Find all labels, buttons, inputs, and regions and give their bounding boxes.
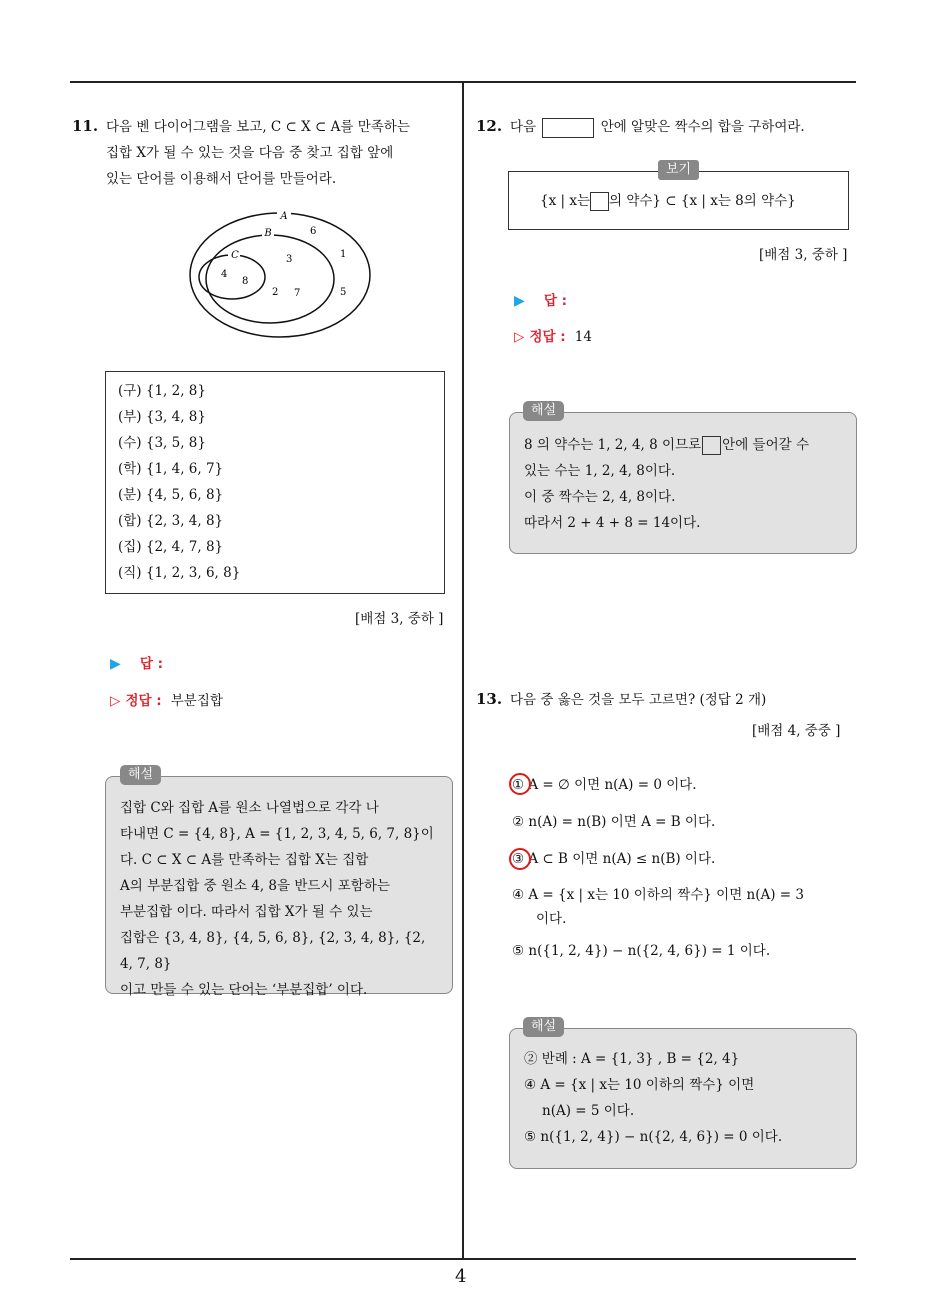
q11-correct-label: 정답 : [125,693,162,709]
q11-correct-value: 부분집합 [170,693,223,709]
q13-question-text: 다음 중 옳은 것을 모두 고르면? (정답 2 개) [510,692,767,708]
q12-correct-label: 정답 : [529,329,566,345]
q11-solution-line: 타내면 C = {4, 8}, A = {1, 2, 3, 4, 5, 6, 7, 8}이 [120,826,434,842]
q12-example-tag: 보기 [658,160,699,180]
venn-label-a: A [280,211,288,222]
venn-label-b: B [264,228,272,239]
q12-answer-row [514,289,567,309]
q11-question-text [106,114,456,192]
q12-text-before: 다음 [510,119,537,135]
q11-option: (직) {1, 2, 3, 6, 8} [118,565,241,581]
q11-text-line: 있는 단어를 이용해서 단어를 만들어라. [106,171,337,187]
q12-solution-tag: 해설 [523,401,564,421]
venn-number: 4 [221,269,228,280]
venn-number: 1 [340,249,347,260]
selected-mark-circle [509,773,531,795]
venn-number: 2 [272,287,279,298]
q12-solution-line: 있는 수는 1, 2, 4, 8이다. [524,463,676,479]
bottom-rule [70,1258,856,1260]
q13-number: 13. [476,690,503,708]
q13-solution-line: ② 반례 : A = {1, 3} , B = {2, 4} [524,1051,740,1067]
play-arrow-icon: ▶ [514,293,525,309]
q11-option: (학) {1, 4, 6, 7} [118,461,224,477]
venn-number: 8 [242,276,249,287]
q12-blank-box [542,118,594,138]
q12-question-text [510,114,805,140]
venn-set-a [190,213,370,337]
venn-set-c [199,255,265,299]
q13-solution-tag: 해설 [523,1017,564,1037]
q11-solution-tag: 해설 [120,765,161,785]
q13-choice-4-cont: 이다. [536,911,567,927]
q12-solution-box [509,412,857,554]
outline-arrow-icon: ▷ [514,329,525,345]
q11-solution-box [105,776,453,998]
q11-solution-line: 이고 만들 수 있는 단어는 ‘부분집합’ 이다. [120,982,368,998]
q12-solution-line: 따라서 2 + 4 + 8 = 14이다. [524,515,701,531]
q11-option: (구) {1, 2, 8} [118,383,206,399]
venn-diagram [180,205,380,345]
column-divider [462,81,464,1259]
q12-solution-line: 이 중 짝수는 2, 4, 8이다. [524,489,676,505]
q12-example-text [540,188,796,214]
q12-solution-after: 안에 들어갈 수 [722,437,809,453]
page-number: 4 [455,1266,467,1287]
q11-solution-line: 집합은 {3, 4, 8}, {4, 5, 6, 8}, {2, 3, 4, 8}, {2, 4, 7, 8} [120,930,426,972]
venn-number: 7 [294,288,301,299]
q12-marks: [배점 3, 중하 ] [759,247,848,263]
play-arrow-icon: ▶ [110,656,121,672]
q12-text-after: 안에 알맞은 짝수의 합을 구하여라. [600,119,805,135]
venn-number: 6 [310,226,317,237]
q13-choice-2: ② n(A) = n(B) 이면 A = B 이다. [512,814,716,830]
q12-example-after: 의 약수} ⊂ {x | x는 8의 약수} [609,193,796,209]
q11-text-line: 다음 벤 다이어그램을 보고, C ⊂ X ⊂ A를 만족하는 [106,119,410,135]
q11-answer-label: 답 : [139,656,164,672]
q13-marks: [배점 4, 중중 ] [752,723,841,739]
q11-number: 11. [72,117,99,135]
q13-solution-line: ④ A = {x | x는 10 이하의 짝수} 이면 [524,1077,755,1093]
venn-number: 5 [340,287,347,298]
q12-solution-blank [702,436,721,455]
q11-options-box [105,371,445,594]
q12-correct-row [514,324,592,350]
venn-number: 3 [286,254,293,265]
q11-option: (수) {3, 5, 8} [118,435,206,451]
q11-option: (집) {2, 4, 7, 8} [118,539,224,555]
q13-choices [512,772,852,964]
q11-solution-line: 다. C ⊂ X ⊂ A를 만족하는 집합 X는 집합 [120,852,369,868]
q13-choice-5: ⑤ n({1, 2, 4}) − n({2, 4, 6}) = 1 이다. [512,943,771,959]
q11-text-line: 집합 X가 될 수 있는 것을 다음 중 찾고 집합 앞에 [106,145,394,161]
venn-label-c: C [231,250,239,261]
q12-solution-before: 8 의 약수는 1, 2, 4, 8 이므로 [524,437,702,453]
q12-correct-value: 14 [574,329,592,345]
q11-correct-row [110,688,223,714]
q13-solution-line: n(A) = 5 이다. [542,1103,635,1119]
q11-option: (분) {4, 5, 6, 8} [118,487,224,503]
q12-answer-label: 답 : [543,293,568,309]
q11-solution-line: A의 부분집합 중 원소 4, 8을 반드시 포함하는 [120,878,390,894]
selected-mark-circle [509,848,531,870]
q11-option: (합) {2, 3, 4, 8} [118,513,224,529]
q12-solution-line [524,432,844,458]
q11-marks: [배점 3, 중하 ] [355,611,444,627]
q11-option: (부) {3, 4, 8} [118,409,206,425]
q12-example-before: {x | x는 [540,193,590,209]
q13-choice-1: ① A = ∅ 이면 n(A) = 0 이다. [512,777,697,793]
outline-arrow-icon: ▷ [110,693,121,709]
q11-answer-row [110,652,163,672]
q12-example-blank [590,192,609,211]
q12-number: 12. [476,117,503,135]
q13-choice-3: ③ A ⊂ B 이면 n(A) ≤ n(B) 이다. [512,851,716,867]
q13-choice-4: ④ A = {x | x는 10 이하의 짝수} 이면 n(A) = 3 [512,887,804,903]
q11-solution-line: 부분집합 이다. 따라서 집합 X가 될 수 있는 [120,904,373,920]
q11-solution-line: 집합 C와 집합 A를 원소 나열법으로 각각 나 [120,800,379,816]
q13-solution-box [509,1028,857,1169]
q13-solution-line: ⑤ n({1, 2, 4}) − n({2, 4, 6}) = 0 이다. [524,1129,783,1145]
